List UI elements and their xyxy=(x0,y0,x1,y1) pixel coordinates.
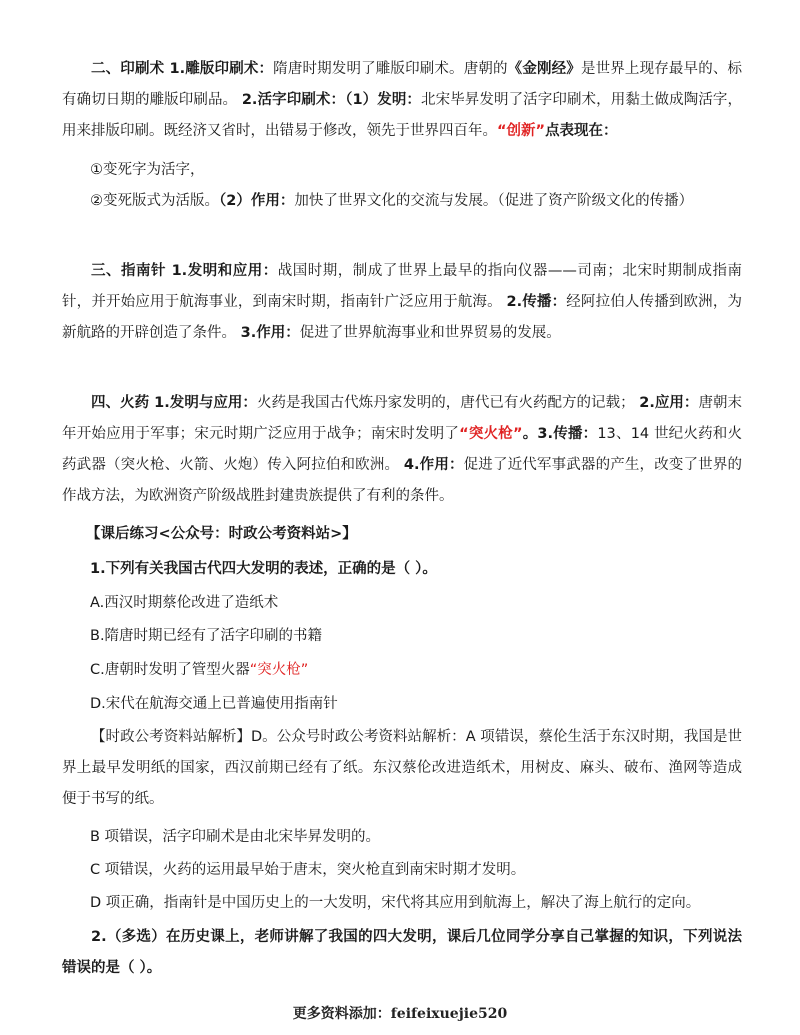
explanation-d: D 项正确，指南针是中国历史上的一大发明，宋代将其应用到航海上，解决了海上航行的定向。 xyxy=(90,895,701,911)
explanation: 【时政公考资料站解析】D。公众号时政公考资料站解析：A 项错误，蔡伦生活于东汉时期，我国是世界上最早发明纸的国家，西汉前期已经有了纸。东汉蔡伦改进造纸术，用树皮、麻头、破布、渔网等造成便于书写的纸。 xyxy=(62,729,742,807)
list-item: ②变死版式为活版。（2）作用：加快了世界文化的交流与发展。（促进了资产阶级文化的传播） xyxy=(90,193,694,209)
section-compass: 三、指南针 1.发明和应用：战国时期，制成了世界上最早的指向仪器——司南；北宋时期制成指南针，并开始应用于航海事业，到南宋时期，指南针广泛应用于航海。 2.传播：经阿拉伯人传播到欧洲，为新航路的开辟创造了条件。 3.作用：促进了世界航海事业和世界贸易的发展。 xyxy=(62,263,743,341)
list-item: ①变死字为活字， xyxy=(90,162,205,178)
section-heading: 四、火药 1.发明与应用： xyxy=(91,395,257,411)
question-2: 2.（多选）在历史课上，老师讲解了我国的四大发明，课后几位同学分享自己掌握的知识，下列说法错误的是（ ）。 xyxy=(62,929,742,976)
section-printing: 二、印刷术 1.雕版印刷术：隋唐时期发明了雕版印刷术。唐朝的《金刚经》是世界上现存最早的、标有确切日期的雕版印刷品。 2.活字印刷术：（1）发明：北宋毕昇发明了活字印刷术，用黏土做成陶活字，用来排版印刷。既经济又省时，出错易于修改，领先于世界四百年。“创新”点表现在： xyxy=(62,61,743,139)
option-b: B.隋唐时期已经有了活字印刷的书籍 xyxy=(90,628,323,644)
option-d: D.宋代在航海交通上已普遍使用指南针 xyxy=(90,696,338,712)
explanation-c: C 项错误，火药的运用最早始于唐末，突火枪直到南宋时期才发明。 xyxy=(90,862,526,878)
option-a: A.西汉时期蔡伦改进了造纸术 xyxy=(90,595,279,611)
option-c: C.唐朝时发明了管型火器“突火枪” xyxy=(90,662,309,678)
question-1: 1.下列有关我国古代四大发明的表述，正确的是（ ）。 xyxy=(90,561,437,577)
section-gunpowder: 四、火药 1.发明与应用：火药是我国古代炼丹家发明的，唐代已有火药配方的记载； 2.应用：唐朝末年开始应用于军事；宋元时期广泛应用于战争；南宋时发明了“突火枪”。3.传播：13、14 世纪火药和火药武器（突火枪、火箭、火炮）传入阿拉伯和欧洲。 4.作用：促进了近代军事武器的产生，改变了世界的作战方法，为欧洲资产阶级战胜封建贵族提供了有利的条件。 xyxy=(62,395,742,504)
footer-note: 更多资料添加：feifeixuejie520 xyxy=(292,1006,508,1022)
section-heading: 二、印刷术 1.雕版印刷术： xyxy=(91,61,274,77)
explanation-b: B 项错误，活字印刷术是由北宋毕昇发明的。 xyxy=(90,829,381,845)
section-heading: 三、指南针 1.发明和应用： xyxy=(91,263,278,279)
exercise-title: 【课后练习<公众号：时政公考资料站>】 xyxy=(86,526,357,542)
